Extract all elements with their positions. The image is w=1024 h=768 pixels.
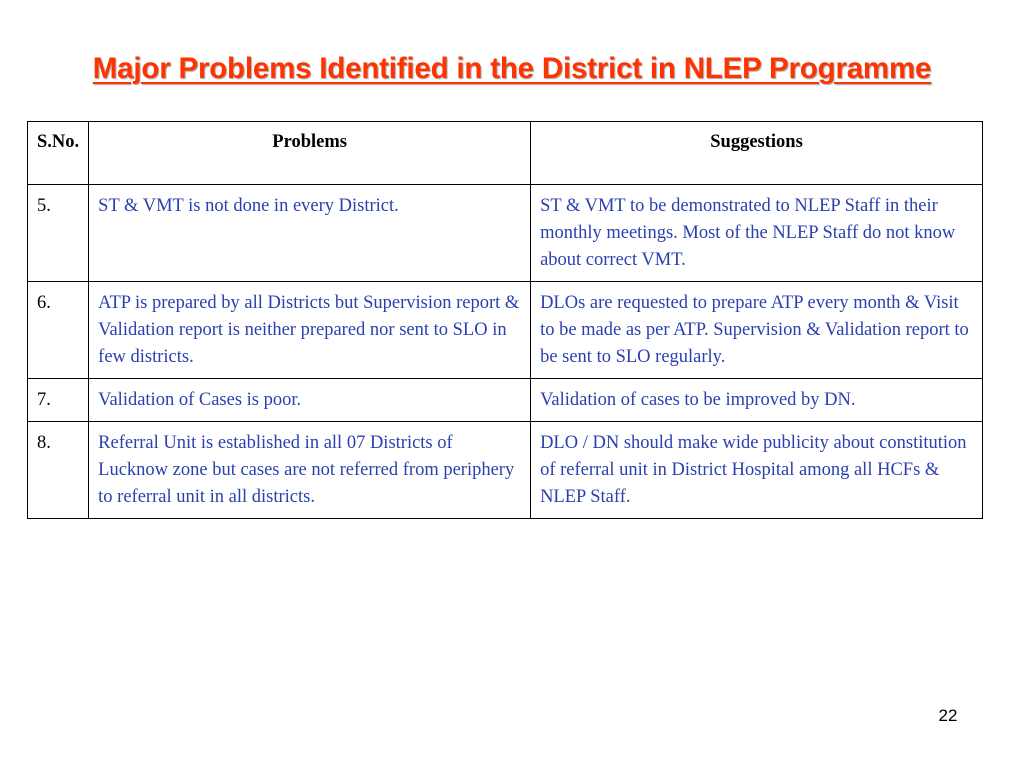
row-suggestion: Validation of cases to be improved by DN. bbox=[531, 379, 983, 422]
table-row bbox=[28, 282, 983, 379]
row-problem: Validation of Cases is poor. bbox=[89, 379, 531, 422]
table-header-row bbox=[28, 122, 983, 185]
table-row bbox=[28, 379, 983, 422]
row-sno: 5. bbox=[28, 185, 89, 282]
row-problem: ATP is prepared by all Districts but Supervision report & Validation report is neither prepared nor sent to SLO in few districts. bbox=[89, 282, 531, 379]
problems-table bbox=[27, 121, 983, 519]
row-sno: 6. bbox=[28, 282, 89, 379]
row-suggestion: DLO / DN should make wide publicity about constitution of referral unit in District Hospital among all HCFs & NLEP Staff. bbox=[531, 422, 983, 519]
slide-title: Major Problems Identified in the District in NLEP Programme bbox=[92, 52, 932, 85]
row-sno: 8. bbox=[28, 422, 89, 519]
row-problem: ST & VMT is not done in every District. bbox=[89, 185, 531, 282]
table-row bbox=[28, 422, 983, 519]
page-number: 22 bbox=[938, 706, 958, 725]
row-suggestion: DLOs are requested to prepare ATP every month & Visit to be made as per ATP. Supervision & Validation report to be sent to SLO regularly. bbox=[531, 282, 983, 379]
row-suggestion: ST & VMT to be demonstrated to NLEP Staff in their monthly meetings. Most of the NLEP Staff do not know about correct VMT. bbox=[531, 185, 983, 282]
header-sno: S.No. bbox=[28, 122, 89, 185]
row-problem: Referral Unit is established in all 07 Districts of Lucknow zone but cases are not referred from periphery to referral unit in all districts. bbox=[89, 422, 531, 519]
row-sno: 7. bbox=[28, 379, 89, 422]
header-suggestions: Suggestions bbox=[531, 122, 983, 185]
table-row bbox=[28, 185, 983, 282]
header-problems: Problems bbox=[89, 122, 531, 185]
